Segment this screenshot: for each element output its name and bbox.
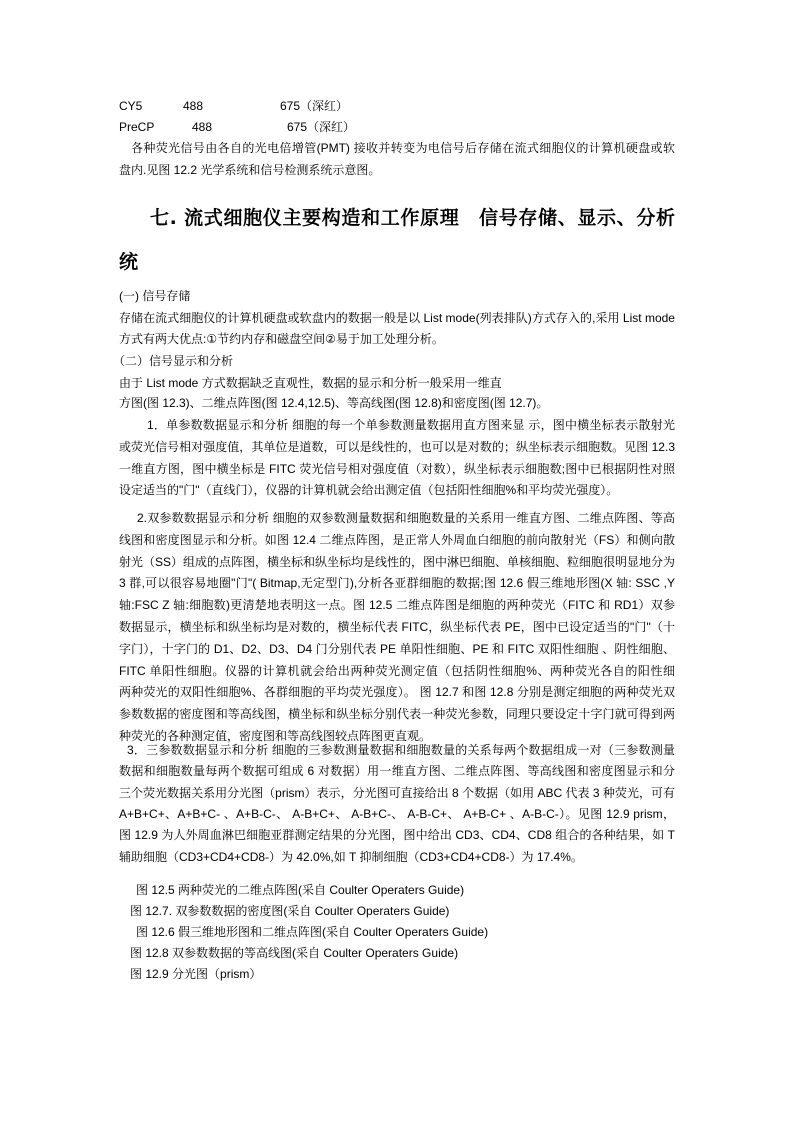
- item2-paragraph-line: 种荧光的各种测定值，密度图和等高线图较点阵图更直观。: [119, 729, 432, 743]
- display-subheading: （二）信号显示和分析: [113, 354, 234, 368]
- item2-paragraph-line: 参数数据的密度图和等高线图，横坐标和纵坐标分别代表一种荧光参数，同理只要设定十字门就可得到两: [119, 707, 675, 722]
- storage-paragraph-line: 存储在流式细胞仪的计算机硬盘或软盘内的数据一般是以 List mode(列表排队)方式存入的,采用 List mode: [119, 311, 675, 325]
- item2-paragraph-line: 两种荧光的双阳性细胞%、各群细胞的平均荧光强度）。 图 12.7 和图 12.8 分别是测定细胞的两种荧光双: [119, 685, 675, 700]
- fluor-table-emission: 675（深红）: [280, 99, 349, 113]
- item2-paragraph-line: FITC 单阳性细胞。仪器的计算机就会给出两种荧光测定值（包括阴性细胞%、两种荧光各自的阳性细: [119, 663, 675, 678]
- item3-paragraph-line: 三个荧光数据关系用分光图（prism）表示，分光图可直接给出 8 个数据（如用 ABC 代表 3 种荧光，可有: [119, 785, 675, 800]
- item3-paragraph-line: A+B+C+、A+B+C- 、A+B-C-、 A-B+C+、 A-B+C-、 A-B-C+、 A+B-C+ 、A-B-C-）。见图 12.9 prism，: [119, 806, 675, 821]
- figure-caption: 图 12.8 双参数数据的等高线图(采自 Coulter Operaters Guide): [130, 946, 459, 960]
- display-paragraph-line: 方图(图 12.3)、二维点阵图(图 12.4,12.5)、等高线图(图 12.8)和密度图(图 12.7)。: [119, 396, 549, 410]
- fluor-table-excitation: 488: [183, 99, 204, 113]
- figure-caption: 图 12.9 分光图（prism）: [130, 967, 262, 981]
- item2-paragraph-line: 轴:FSC Z 轴:细胞数)更清楚地表明这一点。图 12.5 二维点阵图是细胞的两种荧光（FITC 和 RD1）双参: [119, 598, 675, 613]
- figure-caption: 图 12.5 两种荧光的二维点阵图(采自 Coulter Operaters Guide): [136, 883, 465, 897]
- item2-paragraph-line: 数据显示，横坐标和纵坐标均是对数的，横坐标代表 FITC，纵坐标代表 PE，图中已设定适当的"门"（十: [119, 620, 675, 634]
- section-heading: 七. 流式细胞仪主要构造和工作原理 信号存储、显示、分析: [150, 207, 675, 229]
- item1-paragraph-line: 或荧光信号相对强度值，其单位是道数，可以是线性的，也可以是对数的；纵坐标表示细胞数。见图 12.3: [119, 440, 675, 454]
- item2-paragraph-line: 3 群,可以很容易地圈"门"( Bitmap,无定型门),分析各亚群细胞的数据;图 12.6 假三维地形图(X 轴: SSC ,Y: [119, 576, 675, 591]
- fluor-table-emission: 675（深红）: [287, 120, 356, 134]
- figure-caption: 图 12.7. 双参数数据的密度图(采自 Coulter Operaters Guide): [130, 904, 450, 918]
- item3-paragraph-line: 辅助细胞（CD3+CD4+CD8-）为 42.0%,如 T 抑制细胞（CD3+CD4+CD8-）为 17.4%。: [119, 849, 583, 864]
- intro-paragraph-line: 各种荧光信号由各自的光电倍增管(PMT) 接收并转变为电信号后存储在流式细胞仪的计算机硬盘或软: [131, 141, 675, 155]
- item2-paragraph-line: 射光（SS）组成的点阵图，横坐标和纵坐标均是线性的，图中淋巴细胞、单核细胞、粒细胞很明显地分为: [119, 554, 675, 569]
- fluor-table-name: PreCP: [119, 120, 155, 134]
- storage-paragraph-line: 方式有两大优点:①节约内存和磁盘空间②易于加工处理分析。: [119, 332, 444, 346]
- item3-paragraph-line: 图 12.9 为人外周血淋巴细胞亚群测定结果的分光图，图中给出 CD3、CD4、CD8 组合的各种结果，如 T: [119, 828, 675, 843]
- display-paragraph-line: 由于 List mode 方式数据缺乏直观性，数据的显示和分析一般采用一维直: [119, 376, 502, 390]
- item1-paragraph-line: 设定适当的"门"（直线门），仪器的计算机就会给出测定值（包括阳性细胞%和平均荧光强度）。: [119, 483, 619, 497]
- item1-paragraph-line: 1．单参数数据显示和分析 细胞的每一个单参数测量数据用直方图来显 示，图中横坐标表示散射光: [147, 418, 675, 432]
- fluor-table-excitation: 488: [192, 120, 213, 134]
- section-heading: 统: [119, 251, 139, 273]
- fluor-table-name: CY5: [119, 99, 143, 113]
- storage-subheading: (一) 信号存储: [119, 289, 191, 303]
- item2-paragraph-line: 2.双参数数据显示和分析 细胞的双参数测量数据和细胞数量的关系用一维直方图、二维点阵图、等高: [137, 511, 675, 525]
- item3-paragraph-line: 数据和细胞数量每两个数据可组成 6 对数据）用一维直方图、二维点阵图、等高线图和密度图显示和分: [119, 764, 675, 779]
- item3-paragraph-line: 3．三参数数据显示和分析 细胞的三参数测量数据和细胞数量的关系每两个数据组成一对（三参数测量: [127, 743, 675, 757]
- figure-caption: 图 12.6 假三维地形图和二维点阵图(采自 Coulter Operaters Guide): [136, 925, 489, 939]
- item1-paragraph-line: 一维直方图，图中横坐标是 FITC 荧光信号相对强度值（对数），纵坐标表示细胞数;图中已根据阴性对照: [119, 462, 675, 476]
- intro-paragraph-line: 盘内.见图 12.2 光学系统和信号检测系统示意图。: [119, 163, 381, 177]
- item2-paragraph-line: 线图和密度图显示和分析。如图 12.4 二维点阵图，是正常人外周血白细胞的前向散射光（FS）和侧向散: [119, 532, 675, 547]
- item2-paragraph-line: 字门），十字门的 D1、D2、D3、D4 门分别代表 PE 单阳性细胞、PE 和 FITC 双阳性细胞 、阴性细胞、: [119, 641, 675, 656]
